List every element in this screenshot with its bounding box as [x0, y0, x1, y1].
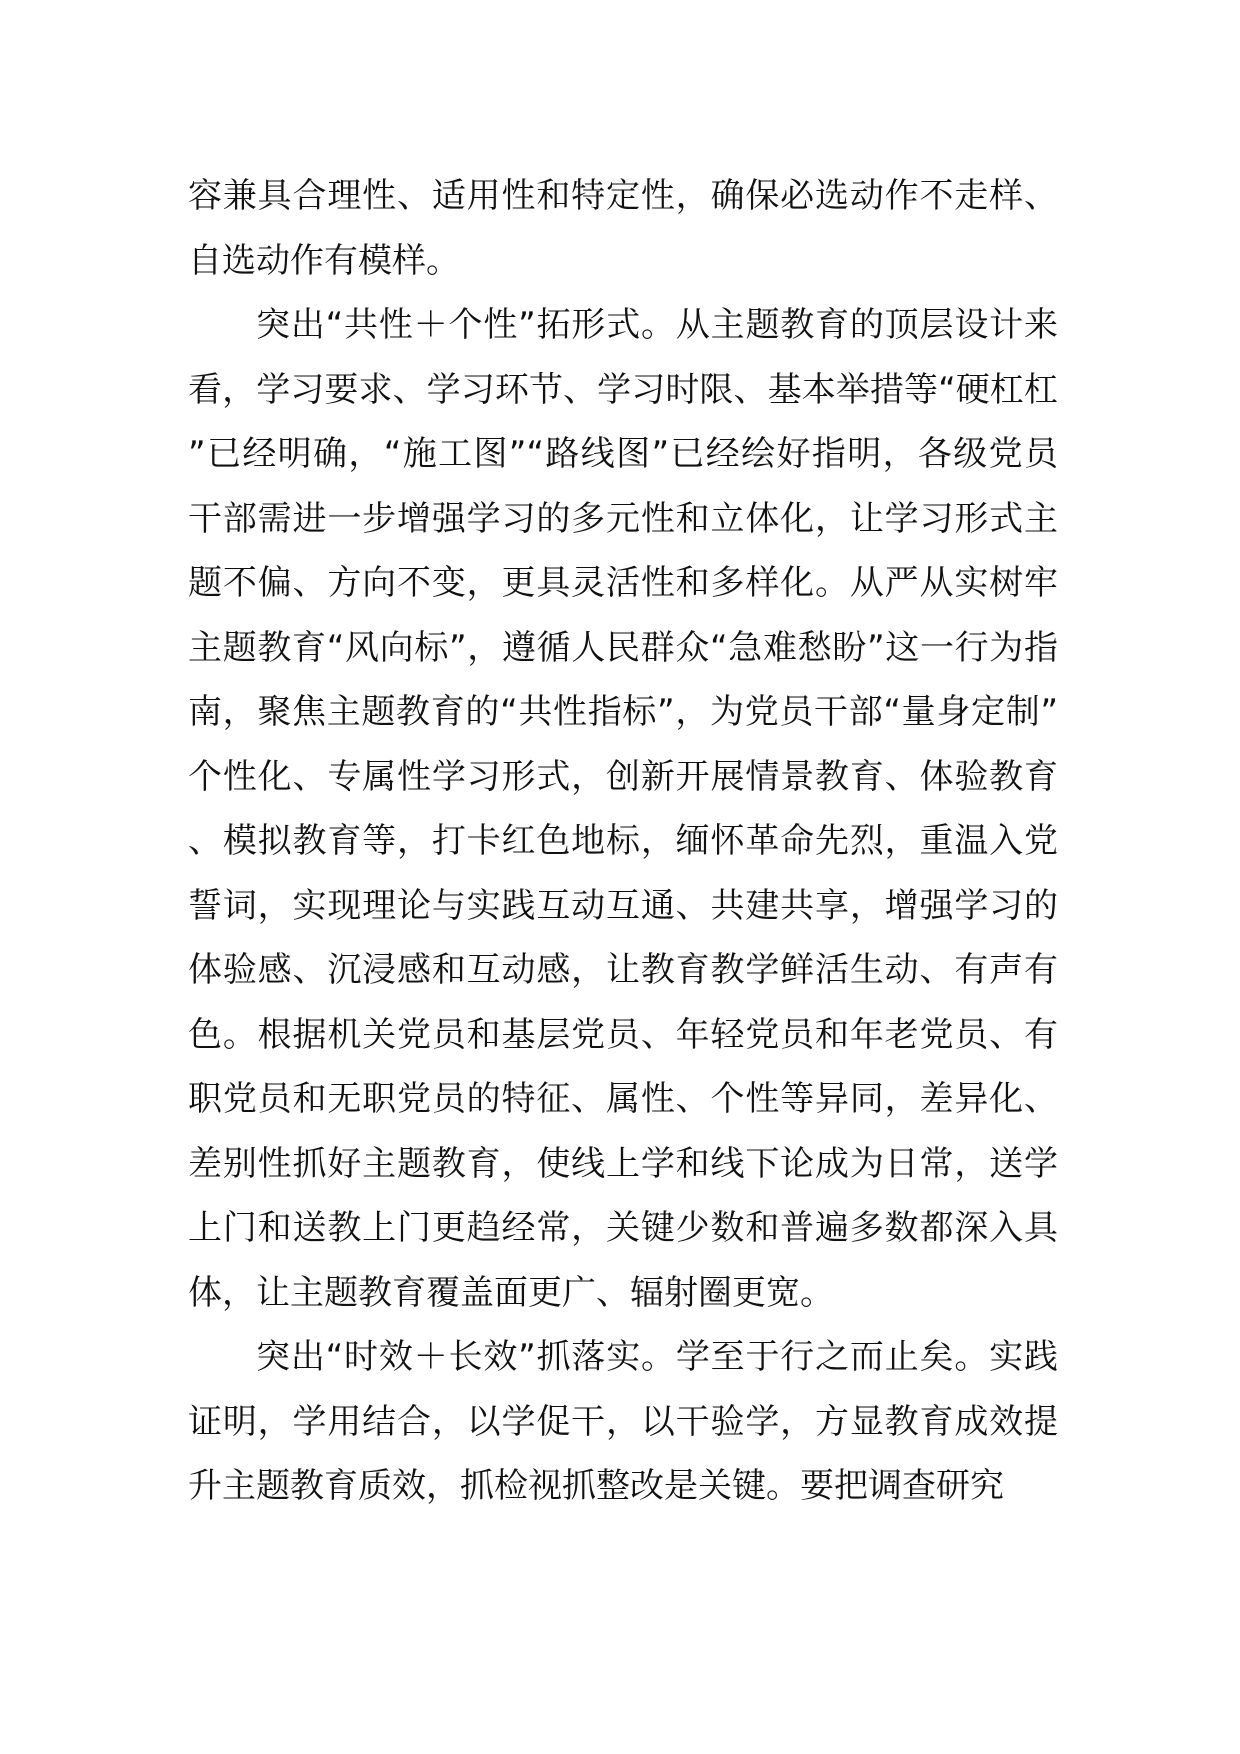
- paragraph-3: 突出“时效＋长效”抓落实。学至于行之而止矣。实践证明，学用结合，以学促干，以干验学，方显教育成效提升主题教育质效，抓检视抓整改是关键。要把调查研究: [188, 1337, 1058, 1506]
- paragraph-1: 容兼具合理性、适用性和特定性，确保必选动作不走样、自选动作有模样。: [188, 176, 1058, 281]
- body-text: [188, 164, 1058, 1519]
- paragraph-2: 突出“共性＋个性”拓形式。从主题教育的顶层设计来看，学习要求、学习环节、学习时限、基本举措等“硬杠杠”已经明确，“施工图”“路线图”已经绘好指明，各级党员干部需进一步增强学习的多元性和立体化，让学习形式主题不偏、方向不变，更具灵活性和多样化。从严从实树牢主题教育“风向标”，遵循人民群众“急难愁盼”这一行为指南，聚焦主题教育的“共性指标”，为党员干部“量身定制”个性化、专属性学习形式，创新开展情景教育、体验教育、模拟教育等，打卡红色地标，缅怀革命先烈，重温入党誓词，实现理论与实践互动互通、共建共享，增强学习的体验感、沉浸感和互动感，让教育教学鲜活生动、有声有色。根据机关党员和基层党员、年轻党员和年老党员、有职党员和无职党员的特征、属性、个性等异同，差异化、差别性抓好主题教育，使线上学和线下论成为日常，送学上门和送教上门更趋经常，关键少数和普遍多数都深入具体，让主题教育覆盖面更广、辐射圈更宽。: [188, 305, 1058, 1313]
